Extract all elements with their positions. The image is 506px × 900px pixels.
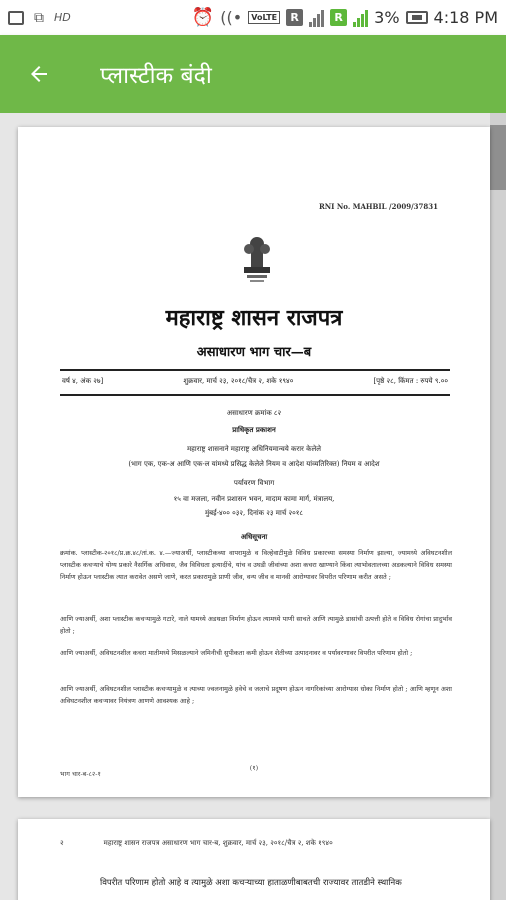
section-heading-2: (भाग एक, एक-अ आणि एक-ल यांमध्ये प्रसिद्ध केलेले नियम व आदेश यांव्यतिरिक्त) नियम व आदेश bbox=[128, 460, 380, 468]
cast-icon: ⧉ bbox=[34, 9, 44, 26]
battery-percent: 3% bbox=[374, 8, 400, 27]
document-page-1 bbox=[18, 127, 490, 797]
document-page-2 bbox=[18, 819, 490, 900]
page-2-text: विपरीत परिणाम होतो आहे व त्यामुळे अशा कचऱ्याच्या हाताळणीबाबतची राज्यावर तातडीने स्थानिक bbox=[100, 878, 402, 888]
battery-charging-icon bbox=[406, 11, 428, 24]
back-arrow-icon[interactable] bbox=[0, 35, 78, 113]
scrollbar-thumb[interactable] bbox=[490, 125, 506, 190]
rni-number: RNI No. MAHBIL /2009/37831 bbox=[318, 202, 438, 211]
bottom-rule bbox=[60, 394, 450, 396]
page-2-header bbox=[60, 839, 452, 848]
page-number: (१) bbox=[249, 764, 259, 772]
top-rule bbox=[60, 369, 450, 371]
pdf-viewer[interactable] bbox=[0, 113, 506, 900]
sim2-icon: R bbox=[330, 9, 347, 26]
scrollbar-track[interactable] bbox=[490, 113, 506, 900]
department-name: पर्यावरण विभाग bbox=[233, 479, 275, 487]
page-2-number: २ bbox=[60, 839, 64, 847]
hd-indicator: HD bbox=[54, 11, 71, 24]
page-price: [पृष्ठे २८, किंमत : रुपये ९.०० bbox=[373, 377, 448, 385]
wifi-icon: ((• bbox=[220, 8, 243, 27]
paragraph-4: आणि ज्याअर्थी, अविघटनशील प्लास्टीक कचऱ्यामुळे व त्याच्या ज्वलनामुळे हवेचे व जलाचे प्रदूषण होऊन नागरिकांच्या आरोग्यास धोका निर्माण होतो ; आणि म्हणून अशा अविघटनशील कचऱ्यावर नियंत्रण आणणे आवश्यक आहे ; bbox=[60, 685, 452, 705]
clock-time: 4:18 PM bbox=[433, 8, 498, 27]
issue-date: शुक्रवार, मार्च २३, २०१८/चैत्र २, शके १९४० bbox=[183, 377, 294, 385]
sim2-signal-icon bbox=[353, 9, 368, 27]
alarm-icon: ⏰ bbox=[191, 7, 215, 28]
sim1-signal-icon bbox=[309, 9, 324, 27]
notification-heading: अधिसूचना bbox=[240, 532, 268, 541]
state-emblem-icon bbox=[238, 235, 276, 285]
page-footer-code: भाग चार-ब-८२-१ bbox=[60, 770, 101, 778]
gazette-title: महाराष्ट्र शासन राजपत्र bbox=[165, 305, 343, 331]
paragraph-2: आणि ज्याअर्थी, अशा प्लास्टीक कचऱ्यामुळे गटारे, नाले यामध्ये अडथळा निर्माण होऊन त्यामध्ये पाणी साचते आणि त्यामुळे डासांची उत्पत्ती होते व विविध रोगांचा प्रादुर्भाव होतो ; bbox=[60, 615, 452, 635]
app-bar bbox=[0, 35, 506, 113]
status-bar bbox=[0, 0, 506, 35]
gazette-meta-line bbox=[62, 377, 448, 386]
sim1-icon: R bbox=[286, 9, 303, 26]
page-title: प्लास्टीक बंदी bbox=[100, 63, 212, 89]
gallery-notification-icon bbox=[8, 11, 24, 25]
volte-indicator: VoLTE bbox=[248, 11, 280, 24]
authorized-publication: प्राधिकृत प्रकाशन bbox=[232, 425, 276, 434]
department-address: १५ वा मजला, नवीन प्रशासन भवन, मादाम कामा मार्ग, मंत्रालय, bbox=[173, 495, 335, 503]
extraordinary-number: असाधारण क्रमांक ८२ bbox=[226, 409, 282, 417]
section-heading: महाराष्ट्र शासनाने महाराष्ट्र अधिनियमान्वये करार केलेले bbox=[186, 445, 322, 453]
notification-date: मुंबई-४०० ०३२, दिनांक २३ मार्च २०१८ bbox=[204, 509, 304, 517]
paragraph-1: क्रमांक. प्लास्टीक-२०१८/प्र.क्र.४८/तां.क. ४.—ज्याअर्थी, प्लास्टीकच्या वापरामुळे व विल्हेवाटीमुळे विविध प्रकारच्या समस्या निर्माण झाल्या, ज्यामध्ये अविघटनशील प्लास्टीक कचऱ्याचे योग्य प्रकारे नैसर्गिक अधिवास, जैव विविधता इत्यादींचे, यांच व उघडी जीवांच्या अशा कचरा खाण्याने किंवा त्याभोवतालच्या अडकल्याने विविध समस्या निर्माण होऊन प्लास्टीक त्यात करावेत असणे जाणे, करत प्रकारामुळे प्राणी जीव, वन्य जीव व मानवी आरोग्यावर विपरीत परिणाम करीत असते ; bbox=[60, 549, 452, 581]
volume-issue: वर्ष ४, अंक २७] bbox=[62, 377, 104, 385]
page-2-header-text: महाराष्ट्र शासन राजपत्र असाधारण भाग चार-ब, शुक्रवार, मार्च २३, २०१८/चैत्र २, शके १९४० bbox=[103, 839, 333, 847]
paragraph-3: आणि ज्याअर्थी, अविघटनशील कचरा मातीमध्ये मिसळल्याने जमिनीची सुपीकता कमी होऊन शेतीच्या उत्पादनावर व पर्यावरणावर विपरीत परिणाम होतो ; bbox=[60, 649, 413, 657]
gazette-subtitle: असाधारण भाग चार—ब bbox=[196, 345, 312, 360]
